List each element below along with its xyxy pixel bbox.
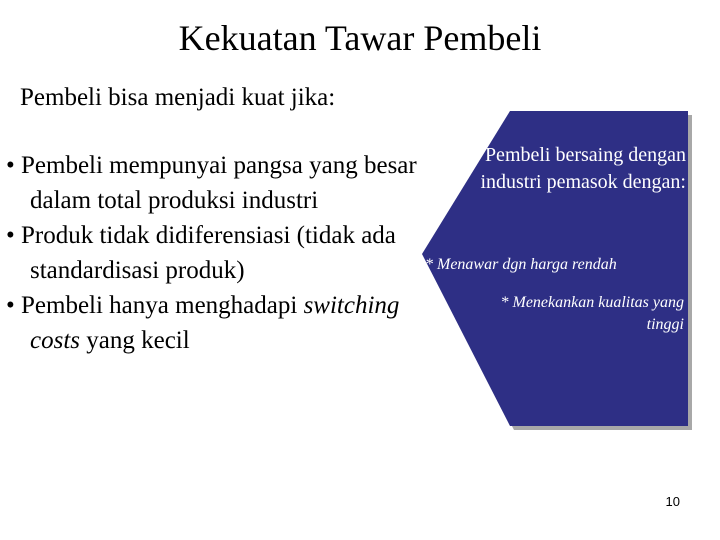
slide-title: Kekuatan Tawar Pembeli: [178, 18, 542, 58]
bullet-item: • Produk tidak didiferensiasi (tidak ada standardisasi produk): [6, 222, 396, 284]
bullet-item-lead: • Pembeli hanya menghadapi: [6, 292, 304, 319]
slide-subtitle: Pembeli bisa menjadi kuat jika:: [20, 84, 336, 111]
bullet-item: • Pembeli mempunyai pangsa yang besar dalam total produksi industri: [6, 152, 417, 214]
bullet-item-tail: yang kecil: [80, 327, 190, 354]
bullet-item-emphasis: switching costs: [30, 292, 400, 354]
page-number: 10: [665, 494, 680, 509]
callout-heading: Pembeli bersaing dengan industri pemasok dengan:: [480, 144, 686, 193]
callout-item: * Menekankan kualitas yang tinggi: [500, 294, 684, 333]
callout-item: * Menawar dgn harga rendah: [425, 256, 617, 273]
